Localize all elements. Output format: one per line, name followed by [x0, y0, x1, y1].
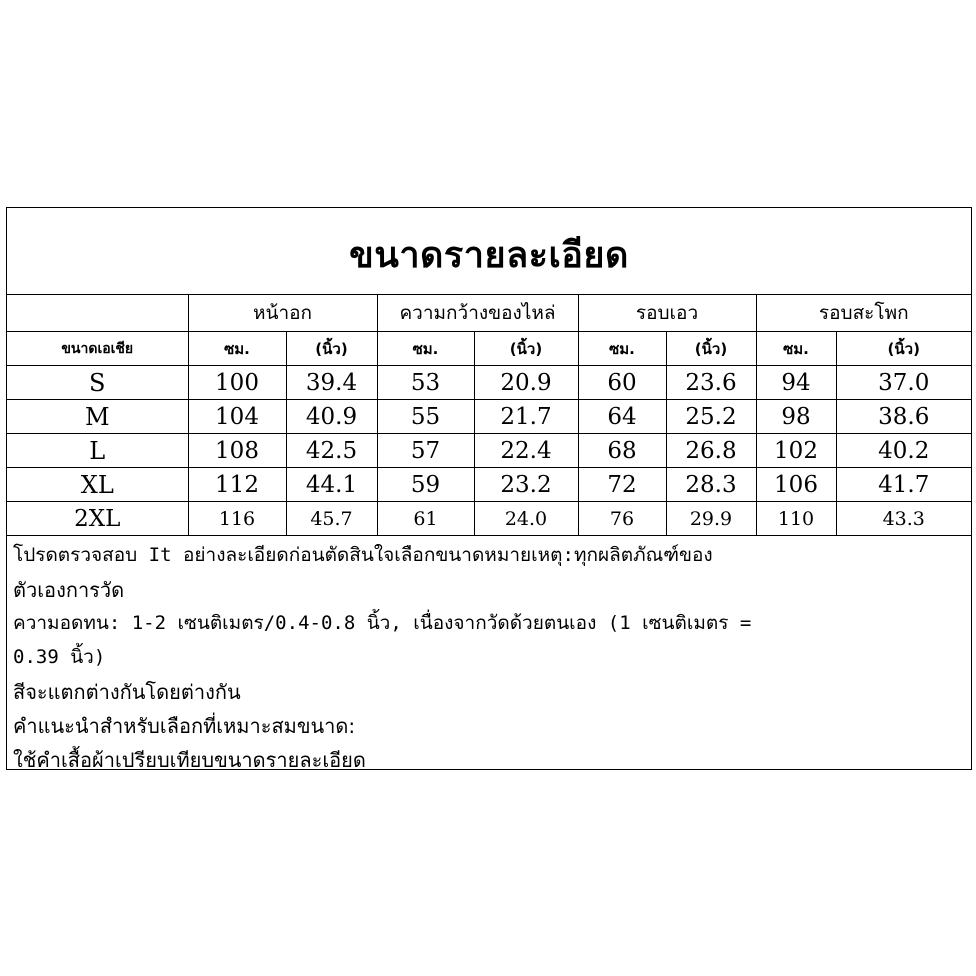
value-cell: 22.4 — [474, 434, 578, 468]
value-cell: 112 — [188, 468, 286, 502]
size-cell: S — [7, 366, 188, 400]
value-cell: 42.5 — [286, 434, 377, 468]
value-cell: 57 — [377, 434, 474, 468]
unit-header-row — [7, 332, 971, 366]
value-cell: 24.0 — [474, 502, 578, 536]
value-cell: 26.8 — [666, 434, 756, 468]
size-chart — [6, 207, 972, 770]
size-table — [7, 294, 971, 536]
value-cell: 64 — [578, 400, 666, 434]
value-cell: 98 — [756, 400, 836, 434]
value-cell: 108 — [188, 434, 286, 468]
corner-cell — [7, 294, 188, 332]
value-cell: 41.7 — [836, 468, 971, 502]
unit-inch: (นิ้ว) — [666, 332, 756, 366]
unit-inch: (นิ้ว) — [286, 332, 377, 366]
size-label: ขนาดเอเชีย — [7, 332, 188, 366]
size-cell: 2XL — [7, 502, 188, 536]
value-cell: 104 — [188, 400, 286, 434]
value-cell: 76 — [578, 502, 666, 536]
unit-inch: (นิ้ว) — [474, 332, 578, 366]
value-cell: 39.4 — [286, 366, 377, 400]
value-cell: 40.9 — [286, 400, 377, 434]
note-line: โปรดตรวจสอบ It อย่างละเอียดก่อนตัดสินใจเลือกขนาดหมายเหตุ:ทุกผลิตภัณฑ์ของ — [13, 544, 713, 566]
value-cell: 100 — [188, 366, 286, 400]
value-cell: 37.0 — [836, 366, 971, 400]
table-row — [7, 400, 971, 434]
value-cell: 21.7 — [474, 400, 578, 434]
note-line: ตัวเองการวัด — [13, 578, 125, 602]
group-shoulder: ความกว้างของไหล่ — [377, 294, 578, 332]
value-cell: 106 — [756, 468, 836, 502]
page-title: ขนาดรายละเอียด — [349, 234, 629, 276]
value-cell: 28.3 — [666, 468, 756, 502]
value-cell: 25.2 — [666, 400, 756, 434]
size-cell: L — [7, 434, 188, 468]
value-cell: 60 — [578, 366, 666, 400]
group-waist: รอบเอว — [578, 294, 756, 332]
value-cell: 102 — [756, 434, 836, 468]
value-cell: 23.2 — [474, 468, 578, 502]
value-cell: 59 — [377, 468, 474, 502]
unit-cm: ซม. — [578, 332, 666, 366]
size-cell: M — [7, 400, 188, 434]
table-row — [7, 434, 971, 468]
value-cell: 40.2 — [836, 434, 971, 468]
value-cell: 43.3 — [836, 502, 971, 536]
unit-cm: ซม. — [756, 332, 836, 366]
value-cell: 29.9 — [666, 502, 756, 536]
unit-cm: ซม. — [377, 332, 474, 366]
value-cell: 53 — [377, 366, 474, 400]
value-cell: 116 — [188, 502, 286, 536]
value-cell: 61 — [377, 502, 474, 536]
value-cell: 20.9 — [474, 366, 578, 400]
value-cell: 68 — [578, 434, 666, 468]
unit-inch: (นิ้ว) — [836, 332, 971, 366]
size-cell: XL — [7, 468, 188, 502]
note-line: สีจะแตกต่างกันโดยต่างกัน — [13, 680, 241, 704]
title-row — [7, 208, 971, 295]
value-cell: 94 — [756, 366, 836, 400]
unit-cm: ซม. — [188, 332, 286, 366]
value-cell: 72 — [578, 468, 666, 502]
note-line: คำแนะนำสำหรับเลือกที่เหมาะสมขนาด: — [13, 714, 356, 738]
note-line: ความอดทน: 1-2 เซนติเมตร/0.4-0.8 นิ้ว, เนื่องจากวัดด้วยตนเอง (1 เซนติเมตร = — [13, 612, 752, 634]
value-cell: 23.6 — [666, 366, 756, 400]
table-row — [7, 468, 971, 502]
value-cell: 38.6 — [836, 400, 971, 434]
group-header-row — [7, 294, 971, 332]
group-chest: หน้าอก — [188, 294, 377, 332]
value-cell: 55 — [377, 400, 474, 434]
value-cell: 44.1 — [286, 468, 377, 502]
group-hip: รอบสะโพก — [756, 294, 971, 332]
table-row — [7, 502, 971, 536]
note-line: 0.39 นิ้ว) — [13, 646, 106, 668]
value-cell: 110 — [756, 502, 836, 536]
table-row — [7, 366, 971, 400]
note-line: ใช้คำเสื้อผ้าเปรียบเทียบขนาดรายละเอียด — [13, 748, 366, 772]
value-cell: 45.7 — [286, 502, 377, 536]
